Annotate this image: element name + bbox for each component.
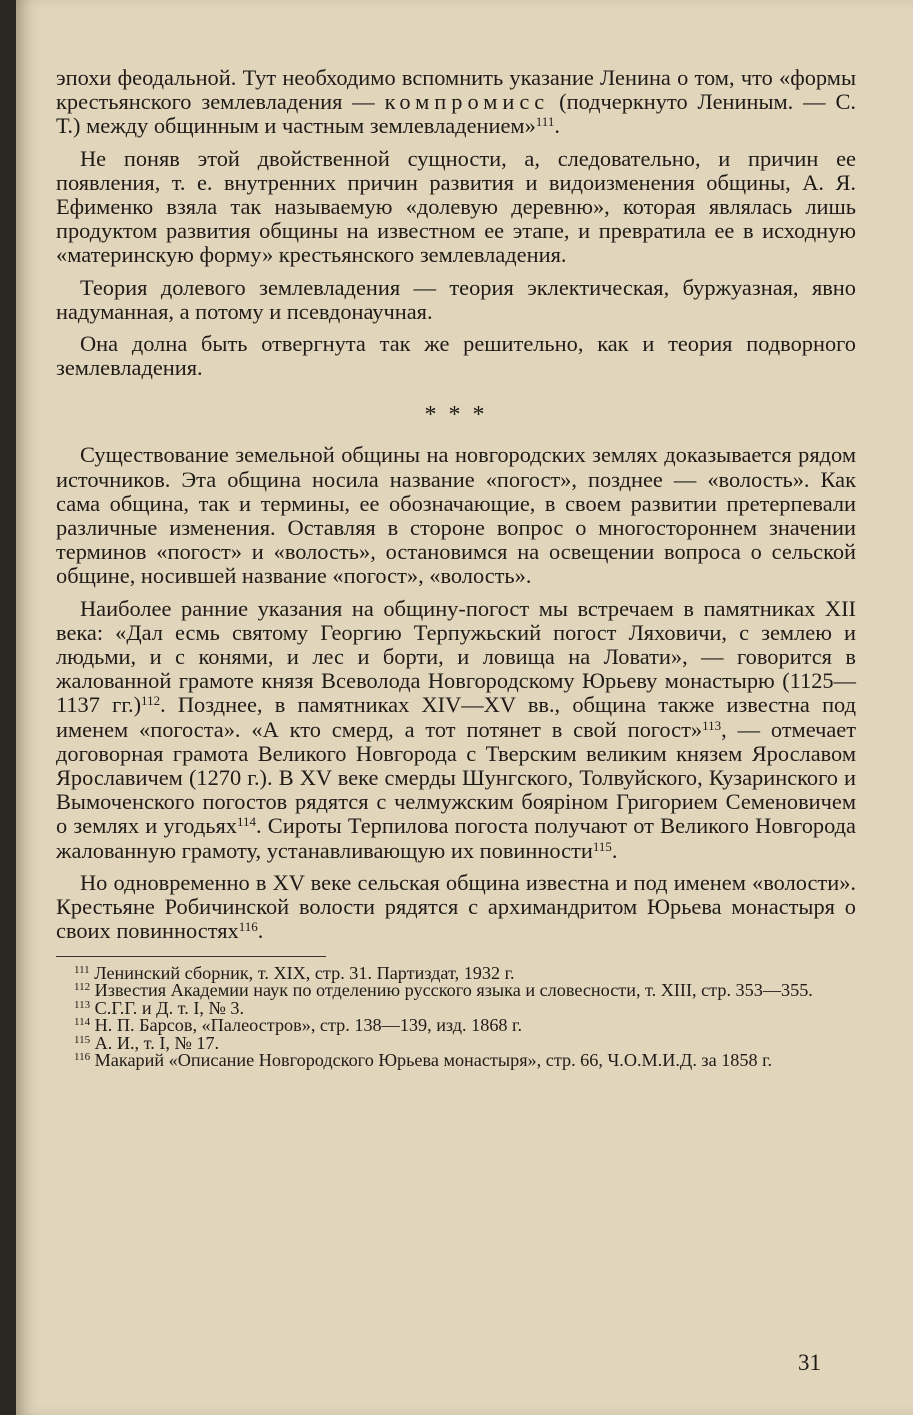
section-separator: * * * xyxy=(424,402,488,429)
paragraph-3: Теория долевого землевладения — теория эклектическая, буржуазная, явно надуманная, а потому и псевдонаучная. xyxy=(56,274,856,324)
paragraph-1: эпохи феодальной. Тут необходимо вспомнить указание Ленина о том, что «формы крестьянского землевладения — компромисс (подчеркнуто Лениным. — С. Т.) между общинным и частным землевладением»$^{111}$. xyxy=(56,65,856,139)
footnote-ref: 111 xyxy=(535,114,555,130)
footnotes xyxy=(56,962,856,1071)
footnote: $^{111}$ Ленинский сборник, т. XIX, стр. 31. Партиздат, 1932 г. xyxy=(74,962,515,983)
page-number: 31 xyxy=(798,1350,821,1375)
footnote-ref: 113 xyxy=(702,717,722,733)
paragraph-2: Не поняв этой двойственной сущности, а, следовательно, и причин ее появления, т. е. внутренних причин развития и видоизменения общины, А. Я. Ефименко взяла так называемую «долевую деревню», которая являлась лишь продуктом развития общины на известном ее этапе, и превратила ее в исходную «материнскую форму» крестьянского землевладения. xyxy=(56,145,856,268)
footnote-ref: 116 xyxy=(238,919,258,935)
footnote-ref: 114 xyxy=(236,814,256,830)
main-text xyxy=(56,66,856,1070)
footnote: $^{115}$ А. И., т. I, № 17. xyxy=(74,1032,220,1053)
footnote: $^{113}$ С.Г.Г. и Д. т. I, № 3. xyxy=(74,997,245,1018)
book-page xyxy=(16,0,913,1415)
spaced-word: компромисс xyxy=(384,89,550,115)
paragraph-6: Наиболее ранние указания на общину-погост мы встречаем в памятниках XII века: «Дал есмь святому Георгию Терпужьский погост Ляховичи, с землею и людьми, и с конями, и лес и борти, и ловища на Ловати», — говорится в жалованной грамоте князя Всеволода Новгородскому Юрьеву монастырю (1125—1137 гг.)$^{112}$. Позднее, в памятниках XIV—XV вв., община также известна под именем «погоста». «А кто смерд, а тот потянет в свой погост»$^{113}$, — отмечает договорная грамота Великого Новгорода с Тверским великим князем Ярославом Ярославичем (1270 г.). В XV веке смерды Шунгского, Толвуйского, Кузаринского и Вымоченского погостов рядятся с челмужским бояріном Григорием Семеновичем о землях и угодьях$^{114}$. Сироты Терпилова погоста получают от Великого Новгорода жалованную грамоту, устанавливающую их повинности$^{115}$. xyxy=(56,595,856,863)
footnote-ref: 112 xyxy=(141,693,161,709)
footnote: $^{114}$ Н. П. Барсов, «Палеостров», стр. 138—139, изд. 1868 г. xyxy=(74,1015,523,1036)
paragraph-4: Она долна быть отвергнута так же решительно, как и теория подворного землевладения. xyxy=(56,331,856,381)
paragraph-7: Но одновременно в XV веке сельская община известна и под именем «волости». Крестьяне Робичинской волости рядятся с архимандритом Юрьева монастыря о своих повинностях$^{116}$. xyxy=(56,869,856,944)
footnote-divider xyxy=(56,956,326,957)
footnote: $^{112}$ Известия Академии наук по отделению русского языка и словесности, т. XIII, стр. 353—355. xyxy=(74,980,813,1001)
footnote: $^{116}$ Макарий «Описание Новгородского Юрьева монастыря», стр. 66, Ч.О.М.И.Д. за 1858 г. xyxy=(74,1050,773,1071)
paragraph-5: Существование земельной общины на новгородских землях доказывается рядом источников. Эта община носила название «погост», позднее — «волость». Как сама община, так и термины, ее обозначающие, в своем развитии претерпевали различные изменения. Оставляя в стороне вопрос о многостороннем значении терминов «погост» и «волость», остановимся на освещении вопроса о сельской общине, носившей название «погост», «волость». xyxy=(56,442,856,589)
footnote-ref: 115 xyxy=(592,838,612,854)
